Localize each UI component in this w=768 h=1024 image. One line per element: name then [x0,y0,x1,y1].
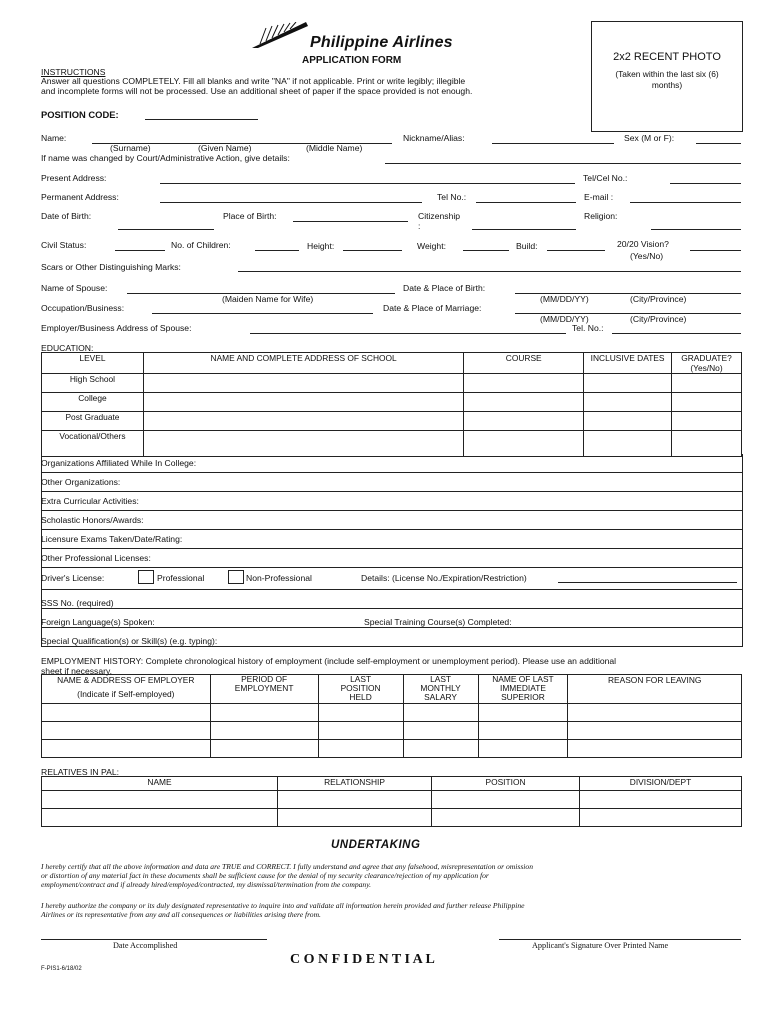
rel-cell[interactable] [278,791,432,809]
emp-cell[interactable] [42,722,211,740]
pal-logo-icon [252,22,308,50]
height-label: Height: [307,241,335,251]
telno-field[interactable] [476,202,576,203]
license-details-field[interactable] [558,582,737,583]
spouse-dpb-label: Date & Place of Birth: [403,283,486,293]
date-accomplished-label: Date Accomplished [113,941,178,950]
religion-label: Religion: [584,211,618,221]
permanent-address-label: Permanent Address: [41,192,119,202]
emp-cell[interactable] [478,722,568,740]
present-address-label: Present Address: [41,173,107,183]
emp-header-position: LAST POSITION HELD [318,675,403,704]
emp-header-employer-title: NAME & ADDRESS OF EMPLOYER [57,675,195,685]
license-details-label: Details: (License No./Expiration/Restriction) [361,573,527,583]
emp-header-superior: NAME OF LAST IMMEDIATE SUPERIOR [478,675,568,704]
emp-cell[interactable] [210,740,318,758]
pob-label: Place of Birth: [223,211,277,221]
signature-label: Applicant's Signature Over Printed Name [532,941,669,950]
position-code-label: POSITION CODE: [41,109,119,120]
emp-cell[interactable] [403,704,478,722]
emp-cell[interactable] [403,740,478,758]
scars-label: Scars or Other Distinguishing Marks: [41,262,181,272]
name-changed-field[interactable] [385,163,741,164]
rel-header-name: NAME [42,777,278,791]
emp-cell[interactable] [318,740,403,758]
emp-cell[interactable] [478,740,568,758]
email-label: E-mail : [584,192,614,202]
marriage-label: Date & Place of Marriage: [383,303,482,313]
confidential-mark: C O N F I D E N T I A L [290,952,435,967]
emp-cell[interactable] [210,704,318,722]
undertaking-p1-l2: or distortion of any material fact in these documents shall be sufficient cause for the denial of my security clearance/rejection of my application for [41,871,489,880]
emp-cell[interactable] [568,722,742,740]
spouse-employer-label: Employer/Business Address of Spouse: [41,323,192,333]
form-number: F-PIS1-6/18/02 [41,966,82,972]
pob-field[interactable] [293,221,408,222]
instructions-line-2: and incomplete forms will not be processed. Use an additional sheet of paper if the space provided is not enough. [41,86,473,96]
edu-cell[interactable] [143,374,463,393]
emp-header-reason: REASON FOR LEAVING [568,675,742,704]
org-college-label[interactable]: Organizations Affiliated While In College: [41,458,197,468]
civil-status-field[interactable] [115,250,165,251]
emp-cell[interactable] [42,740,211,758]
language-label[interactable]: Foreign Language(s) Spoken: [41,617,155,627]
emp-cell[interactable] [568,704,742,722]
edu-header-graduate: GRADUATE? (Yes/No) [672,353,742,374]
prof-licenses-label[interactable]: Other Professional Licenses: [41,553,151,563]
emp-cell[interactable] [478,704,568,722]
occupation-field[interactable] [152,313,373,314]
spouse-tel-label: Tel. No.: [572,323,604,333]
emp-header-salary: LAST MONTHLY SALARY [403,675,478,704]
rel-header-position: POSITION [432,777,580,791]
spouse-tel-field[interactable] [612,333,741,334]
name-changed-label: If name was changed by Court/Administrative Action, give details: [41,153,290,163]
extra-curricular-label[interactable]: Extra Curricular Activities: [41,496,139,506]
weight-label: Weight: [417,241,446,251]
edu-level-highschool: High School [42,374,144,393]
undertaking-p1-l1: I hereby certify that all the above information and data are TRUE and CORRECT. I fully understand and agree that any falsehood, misrepresentation or omission [41,862,533,871]
edu-cell[interactable] [464,431,584,457]
edu-cell[interactable] [672,431,742,457]
instructions-label: INSTRUCTIONS [41,67,106,77]
maiden-name-hint: (Maiden Name for Wife) [222,294,314,304]
vision-field[interactable] [690,250,741,251]
licensure-label[interactable]: Licensure Exams Taken/Date/Rating: [41,534,183,544]
edu-level-college: College [42,393,144,412]
instructions-line-1: Answer all questions COMPLETELY. Fill all blanks and write "NA" if not applicable. Print or write legibly; illegible [41,76,466,86]
height-field[interactable] [343,250,402,251]
airline-name: Philippine Airlines [310,34,453,51]
drivers-license-label: Driver's License: [41,573,105,583]
permanent-address-field[interactable] [160,202,422,203]
emp-cell[interactable] [318,704,403,722]
undertaking-p2-l1: I hereby authorize the company or its duly designated representative to inquire into and validate all information herein provided and further release Philippine [41,901,525,910]
pal-logo [252,22,308,50]
edu-header-school: NAME AND COMPLETE ADDRESS OF SCHOOL [143,353,463,374]
undertaking-p1-l3: employment/contract and if already hired/employed/contracted, my dismissal/termination from the company. [41,880,372,889]
build-field[interactable] [547,250,605,251]
edu-cell[interactable] [464,393,584,412]
marriage-date-hint: (MM/DD/YY) [540,314,589,324]
edu-cell[interactable] [584,412,672,431]
spouse-name-label: Name of Spouse: [41,283,108,293]
rel-cell[interactable] [42,809,278,827]
edu-cell[interactable] [464,374,584,393]
nonprofessional-label: Non-Professional [246,573,312,583]
photo-title: 2x2 RECENT PHOTO [613,51,721,63]
form-title: APPLICATION FORM [302,55,402,66]
edu-cell[interactable] [584,431,672,457]
training-label[interactable]: Special Training Course(s) Completed: [364,617,512,627]
edu-cell[interactable] [672,374,742,393]
spouse-pob-hint: (City/Province) [630,294,687,304]
nickname-label: Nickname/Alias: [403,133,465,143]
emp-header-employer [42,675,211,704]
scars-field[interactable] [238,271,741,272]
skills-label[interactable]: Special Qualification(s) or Skill(s) (e.g. typing): [41,636,218,646]
sex-label: Sex (M or F): [624,133,675,143]
dob-label: Date of Birth: [41,211,92,221]
middle-name-hint: (Middle Name) [306,143,363,153]
emp-cell[interactable] [210,722,318,740]
citizenship-colon: : [418,221,421,231]
photo-box[interactable] [591,21,743,132]
rel-header-division: DIVISION/DEPT [580,777,742,791]
date-accomplished-field[interactable] [41,939,267,940]
professional-checkbox[interactable] [138,570,154,584]
dob-field[interactable] [118,229,214,230]
position-code-field[interactable] [145,119,258,120]
weight-field[interactable] [463,250,509,251]
occupation-label: Occupation/Business: [41,303,125,313]
emp-cell[interactable] [42,704,211,722]
edu-cell[interactable] [464,412,584,431]
nickname-field[interactable] [492,143,614,144]
children-label: No. of Children: [171,240,231,250]
build-label: Build: [516,241,538,251]
vision-yesno-hint: (Yes/No) [630,251,664,261]
education-table [41,352,742,457]
education-label: EDUCATION: [41,343,94,353]
employment-label-2: sheet if necessary. [41,666,113,676]
spouse-employer-field[interactable] [250,333,566,334]
citizenship-field[interactable] [472,229,576,230]
edu-cell[interactable] [672,412,742,431]
employment-label: EMPLOYMENT HISTORY: Complete chronological history of employment (include self-employment or unemployment period). Please use an additional [41,656,617,666]
given-name-hint: (Given Name) [198,143,252,153]
rel-cell[interactable] [432,791,580,809]
rel-cell[interactable] [580,809,742,827]
edu-cell[interactable] [584,393,672,412]
undertaking-p2-l2: Airlines or its representative from any and all consequences or liabilities arising there from. [41,910,321,919]
surname-hint: (Surname) [110,143,151,153]
edu-cell[interactable] [672,393,742,412]
edu-level-postgrad: Post Graduate [42,412,144,431]
children-field[interactable] [255,250,299,251]
edu-cell[interactable] [143,412,463,431]
marriage-place-hint: (City/Province) [630,314,687,324]
vision-label: 20/20 Vision? [617,239,669,249]
telcel-label: Tel/Cel No.: [583,173,628,183]
undertaking-title: UNDERTAKING [331,839,421,851]
citizenship-label: Citizenship [418,211,461,221]
rel-cell[interactable] [580,791,742,809]
emp-cell[interactable] [318,722,403,740]
emp-header-employer-note: (Indicate if Self-employed) [77,689,175,699]
edu-header-course: COURSE [464,353,584,374]
religion-field[interactable] [651,229,741,230]
emp-header-period: PERIOD OF EMPLOYMENT [210,675,318,704]
relatives-table [41,776,742,827]
honors-label[interactable]: Scholastic Honors/Awards: [41,515,144,525]
edu-header-dates: INCLUSIVE DATES [584,353,672,374]
civil-status-label: Civil Status: [41,240,87,250]
rel-header-relationship: RELATIONSHIP [278,777,432,791]
telcel-field[interactable] [670,183,741,184]
emp-cell[interactable] [403,722,478,740]
name-label: Name: [41,133,67,143]
edu-cell[interactable] [143,431,463,457]
professional-label: Professional [157,573,205,583]
signature-field[interactable] [499,939,741,940]
edu-header-level: LEVEL [42,353,144,374]
spouse-dob-hint: (MM/DD/YY) [540,294,589,304]
emp-cell[interactable] [568,740,742,758]
rel-cell[interactable] [278,809,432,827]
employment-table [41,674,742,758]
other-org-label[interactable]: Other Organizations: [41,477,121,487]
rel-cell[interactable] [42,791,278,809]
sex-field[interactable] [696,143,741,144]
edu-cell[interactable] [143,393,463,412]
email-field[interactable] [630,202,741,203]
edu-cell[interactable] [584,374,672,393]
rel-cell[interactable] [432,809,580,827]
telno-label: Tel No.: [437,192,467,202]
nonprofessional-checkbox[interactable] [228,570,244,584]
sss-label[interactable]: SSS No. (required) [41,598,114,608]
relatives-label: RELATIVES IN PAL: [41,767,120,777]
present-address-field[interactable] [160,183,575,184]
edu-level-vocational: Vocational/Others [42,431,144,457]
photo-note: (Taken within the last six (6) months) [615,69,719,90]
